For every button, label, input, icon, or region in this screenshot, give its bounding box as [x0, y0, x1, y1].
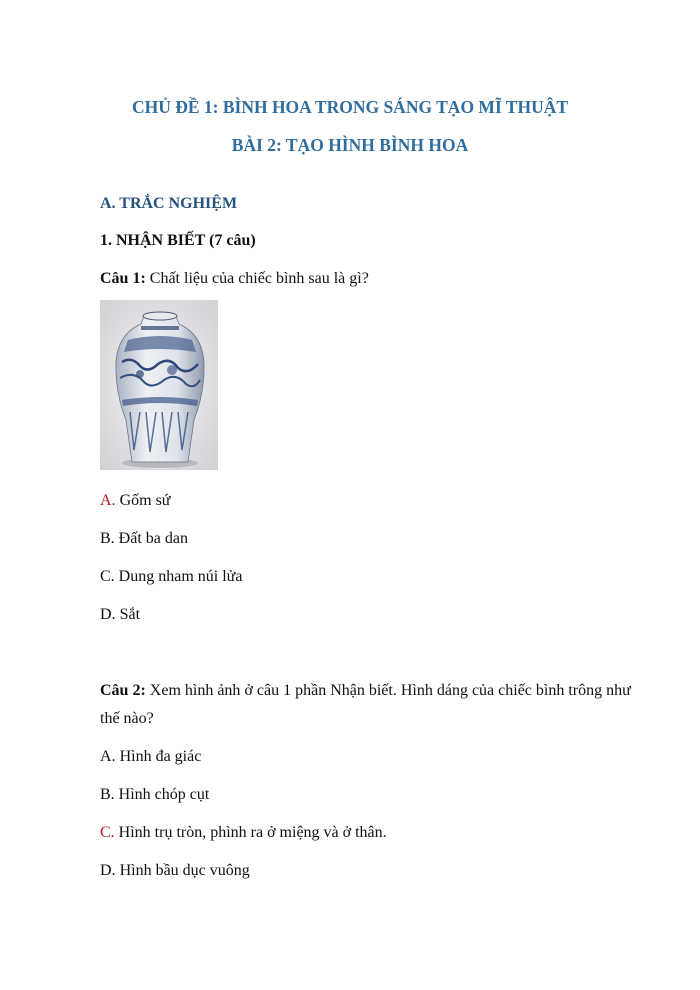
q2-option-c[interactable] [100, 824, 387, 842]
option-letter: A. [100, 748, 116, 765]
option-letter: D. [100, 606, 116, 623]
option-letter: D. [100, 862, 116, 879]
q2-option-d[interactable] [100, 862, 250, 880]
option-text: Đất ba dan [114, 530, 188, 547]
question-label: Câu 2: [100, 682, 146, 699]
question-2-continued: thế nào? [100, 710, 154, 727]
q1-option-c[interactable] [100, 568, 242, 586]
question-text: Xem hình ảnh ở câu 1 phần Nhận biết. Hình dáng của chiếc bình trông như [145, 682, 631, 699]
lesson-title: BÀI 2: TẠO HÌNH BÌNH HOA [231, 135, 469, 155]
q1-option-d[interactable] [100, 606, 140, 624]
option-letter: C. [100, 568, 115, 585]
option-text: Sắt [115, 606, 141, 623]
vase-image [100, 300, 218, 470]
option-text: Gốm sứ [115, 492, 171, 509]
q2-option-b[interactable] [100, 786, 209, 804]
topic-title: CHỦ ĐỀ 1: BÌNH HOA TRONG SÁNG TẠO MĨ THUẬT [131, 97, 569, 117]
option-letter: C. [100, 824, 115, 841]
q1-option-a[interactable] [100, 492, 170, 510]
option-text: Hình chóp cụt [114, 786, 210, 803]
section-heading: A. TRẮC NGHIỆM [100, 195, 238, 212]
question-text: Chất liệu của chiếc bình sau là gì? [145, 270, 369, 287]
subsection-heading: 1. NHẬN BIẾT (7 câu) [100, 232, 256, 249]
option-text: Hình đa giác [115, 748, 202, 765]
option-letter: A. [100, 492, 116, 509]
question-2 [100, 682, 631, 700]
option-text: Dung nham núi lửa [114, 568, 243, 585]
question-label: Câu 1: [100, 270, 146, 287]
question-1 [100, 270, 369, 288]
q2-option-a[interactable] [100, 748, 201, 766]
q1-option-b[interactable] [100, 530, 188, 548]
option-text: Hình bầu dục vuông [115, 862, 250, 879]
option-letter: B. [100, 786, 115, 803]
option-text: Hình trụ tròn, phình ra ở miệng và ở thân. [114, 824, 387, 841]
option-letter: B. [100, 530, 115, 547]
